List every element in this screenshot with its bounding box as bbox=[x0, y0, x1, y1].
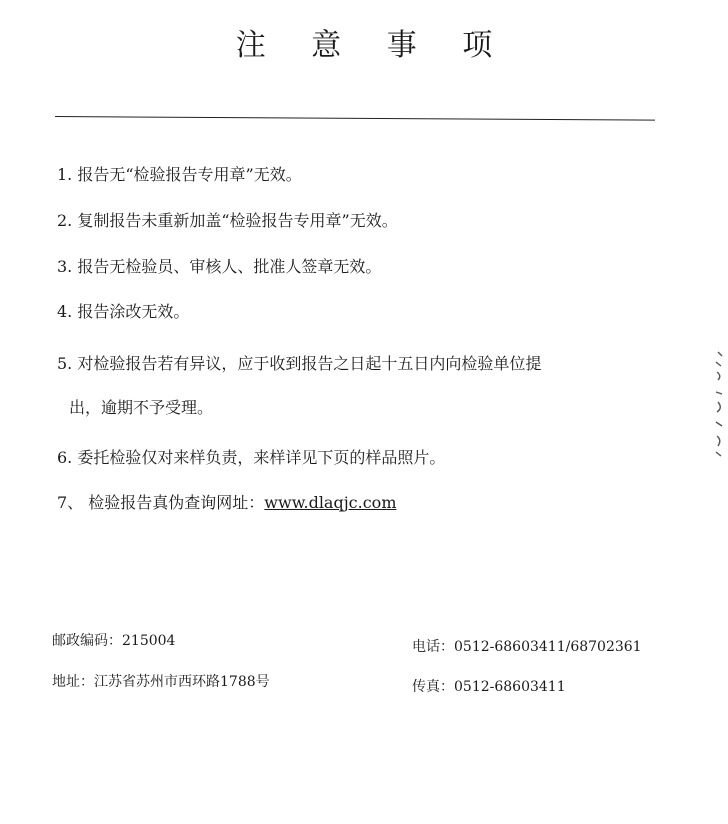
note-item bbox=[57, 162, 302, 185]
note-text: 委托检验仅对来样负责，来样详见下页的样品照片。 bbox=[77, 448, 446, 467]
page-title: 注 意 事 项 bbox=[235, 28, 511, 63]
note-number: 2. bbox=[57, 211, 73, 230]
note-number: 7、 bbox=[57, 493, 84, 512]
note-item bbox=[57, 254, 381, 277]
note-number: 4. bbox=[57, 302, 73, 321]
note-item bbox=[57, 445, 445, 468]
note-text: 报告涂改无效。 bbox=[77, 302, 190, 321]
postcode-text: 邮政编码：215004 bbox=[52, 633, 176, 649]
note-number: 5. bbox=[57, 354, 73, 373]
note-text: 报告无检验员、审核人、批准人签章无效。 bbox=[77, 257, 382, 276]
title-divider bbox=[55, 116, 655, 121]
note-text: 复制报告未重新加盖“检验报告专用章”无效。 bbox=[77, 211, 398, 230]
note-text: 报告无“检验报告专用章”无效。 bbox=[77, 165, 302, 184]
note-continuation: 出，逾期不予受理。 bbox=[69, 398, 214, 417]
note-number: 3. bbox=[57, 257, 73, 276]
note-item bbox=[57, 299, 189, 322]
note-number: 1. bbox=[57, 165, 73, 184]
seal-edge-mark bbox=[710, 348, 726, 458]
note-number: 6. bbox=[57, 448, 73, 467]
address-text: 地址：江苏省苏州市西环路1788号 bbox=[52, 674, 270, 690]
fax-text: 传真：0512-68603411 bbox=[412, 679, 566, 695]
website-link[interactable]: www.dlaqjc.com bbox=[264, 493, 397, 512]
note-item bbox=[57, 208, 398, 231]
note-item bbox=[57, 490, 396, 513]
note-item bbox=[57, 351, 541, 418]
note-text: 检验报告真伪查询网址： bbox=[88, 493, 265, 512]
phone-text: 电话：0512-68603411/68702361 bbox=[412, 639, 642, 655]
note-text: 对检验报告若有异议，应于收到报告之日起十五日内向检验单位提 bbox=[77, 354, 542, 373]
